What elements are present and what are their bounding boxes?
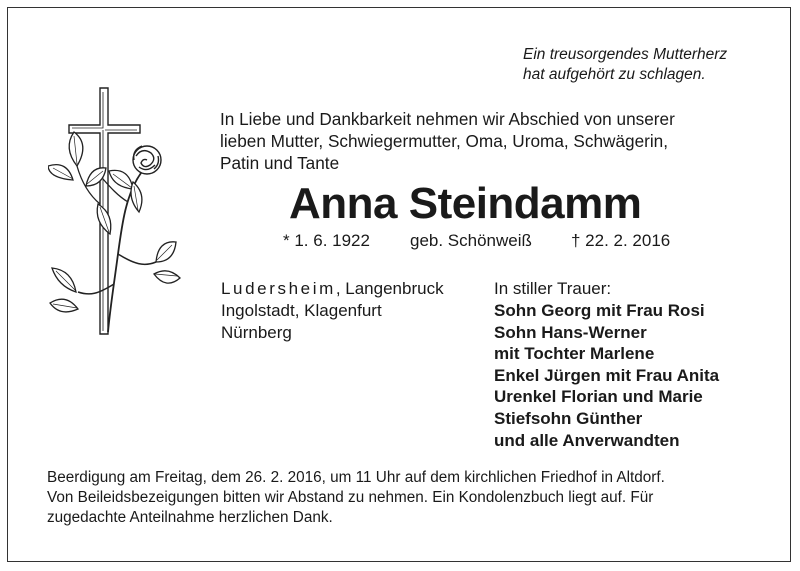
mourner-item: und alle Anverwandten [494,430,680,450]
birth-date: * 1. 6. 1922 [283,231,370,250]
funeral-line-1: Beerdigung am Freitag, dem 26. 2. 2016, um 11 Uhr auf dem kirchlichen Friedhof in Altdorf. [47,469,665,486]
mourners-list [494,300,719,451]
mourner-item: Urenkel Florian und Marie [494,387,703,407]
intro-line-2: lieben Mutter, Schwiegermutter, Oma, Uroma, Schwägerin, [220,131,669,151]
mourner-item: Sohn Georg mit Frau Rosi [494,301,705,320]
intro-line-3: Patin und Tante [220,153,340,173]
intro-line-1: In Liebe und Dankbarkeit nehmen wir Abschied von unserer [220,109,675,129]
funeral-line-2: Von Beileidsbezeigungen bitten wir Abstand zu nehmen. Ein Kondolenzbuch liegt auf. Für [47,489,654,506]
quote-line-2: hat aufgehört zu schlagen. [523,66,706,83]
mourner-item: mit Tochter Marlene [494,344,655,364]
mourner-item: Sohn Hans-Werner [494,322,647,342]
birth-name: geb. Schönweiß [410,231,532,250]
intro-text [220,108,748,174]
funeral-details [47,468,751,528]
mourning-heading: In stiller Trauer: [494,279,612,298]
place-line-3: Nürnberg [221,323,292,342]
quote-text [523,45,727,85]
place-line-1-rest: , Langenbruck [335,279,444,298]
mourner-item: Stiefsohn Günther [494,408,643,428]
place-line-2: Ingolstadt, Klagenfurt [221,301,382,320]
cross-with-rose-icon [48,84,183,340]
deceased-name: Anna Steindamm [289,179,642,228]
quote-line-1: Ein treusorgendes Mutterherz [523,46,728,63]
mourner-item: Enkel Jürgen mit Frau Anita [494,365,720,385]
place-ludersheim: Ludersheim [221,279,336,298]
places-list [221,278,444,344]
funeral-line-3: zugedachte Anteilnahme herzlichen Dank. [47,509,333,526]
death-date: † 22. 2. 2016 [571,231,671,250]
